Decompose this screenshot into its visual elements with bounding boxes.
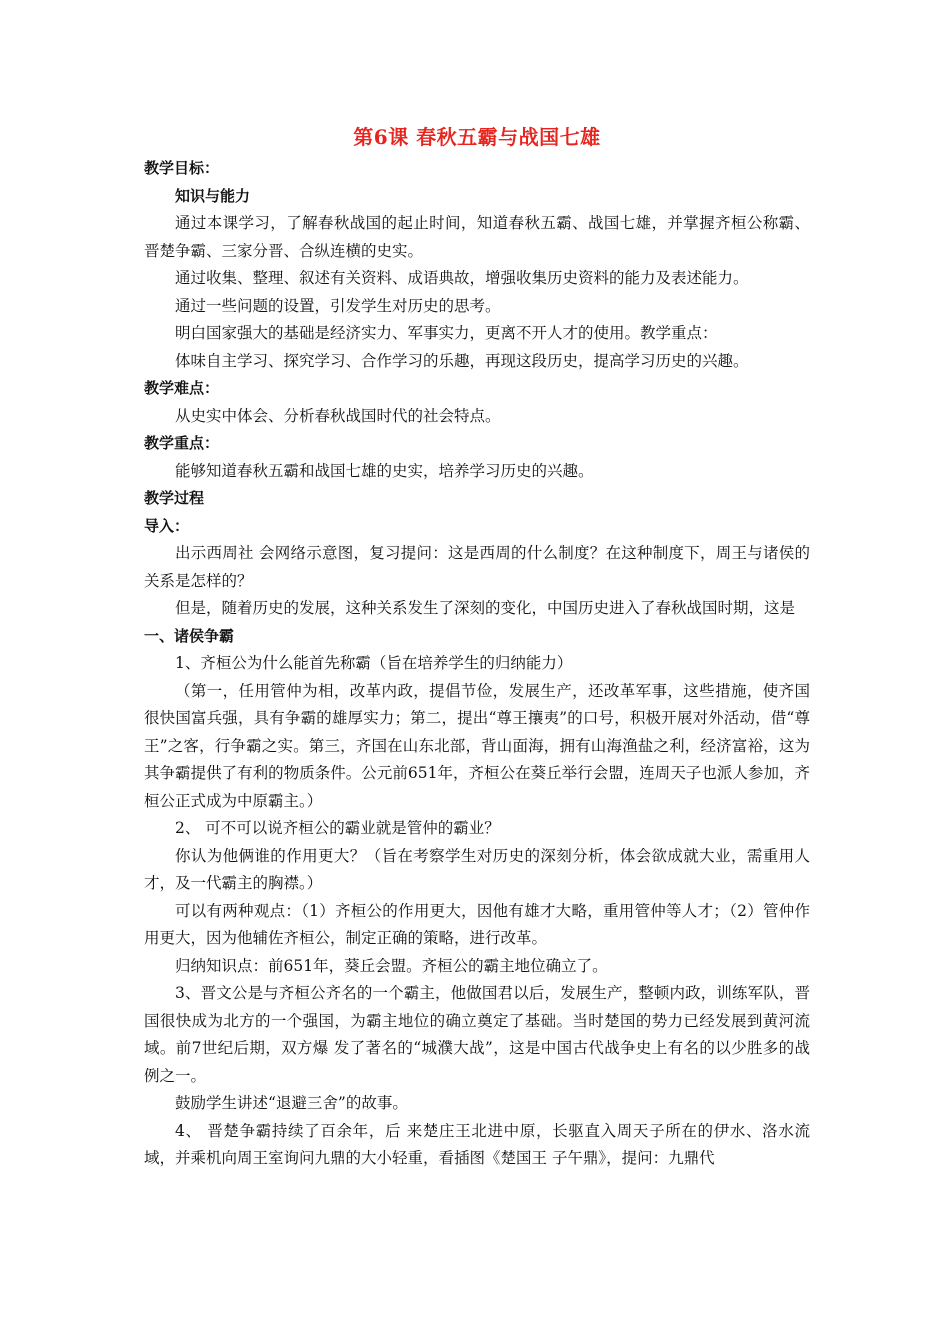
body-paragraph: 归纳知识点：前651年，葵丘会盟。齐桓公的霸主地位确立了。 [175,956,608,975]
body-paragraph: 3、晋文公是与齐桓公齐名的一个霸主，他做国君以后，发展生产，整顿内政，训练军队，晋国很快成为北方的一个强国，为霸主地位的确立奠定了基础。当时楚国的势力已经发展到黄河流域。前7世纪后期，双方爆 发了著名的“城濮大战”，这是中国古代战争史上有名的以少胜多的战例之一。 [144,984,810,1085]
body-paragraph: （第一，任用管仲为相，改革内政，提倡节俭，发展生产，还改革军事，这些措施，使齐国很快国富兵强，具有争霸的雄厚实力；第二，提出“尊王攘夷”的口号，积极开展对外活动，借“尊王”之客，行争霸之实。第三，齐国在山东北部，背山面海，拥有山海渔盐之利，经济富裕，这为其争霸提供了有利的物质条件。公元前651年，齐桓公在葵丘举行会盟，连周天子也派人参加，齐桓公正式成为中原霸主。） [144,681,810,810]
body-paragraph: 出示西周社 会网络示意图，复习提问：这是西周的什么制度？在这种制度下，周王与诸侯的关系是怎样的？ [144,544,810,590]
body-paragraph: 能够知道春秋五霸和战国七雄的史实，培养学习历史的兴趣。 [175,461,594,480]
body-paragraph: 2、 可不可以说齐桓公的霸业就是管仲的霸业？ [175,819,500,837]
body-paragraph: 从史实中体会、分析春秋战国时代的社会特点。 [175,406,501,425]
body-paragraph: 4、 晋楚争霸持续了百余年，后 来楚庄王北进中原，长驱直入周天子所在的伊水、洛水流域，并乘机向周王室询问九鼎的大小轻重，看插图《楚国王 子午鼎》，提问：九鼎代 [144,1121,810,1167]
section-heading: 教学目标： [144,159,220,177]
document-body [144,155,810,1173]
section-heading: 教学重点： [144,434,220,452]
page-title: 第6课 春秋五霸与战国七雄 [353,125,601,149]
body-paragraph: 但是，随着历史的发展，这种关系发生了深刻的变化，中国历史进入了春秋战国时期，这是 [175,599,796,617]
section-heading: 导入： [144,516,190,535]
body-paragraph: 你认为他俩谁的作用更大？（旨在考察学生对历史的深刻分析，体会欲成就大业，需重用人才，及一代霸主的胸襟。） [144,846,810,892]
section-heading: 教学过程 [144,489,205,507]
body-paragraph: 1、齐桓公为什么能首先称霸（旨在培养学生的归纳能力） [175,654,573,672]
body-paragraph: 鼓励学生讲述“退避三舍”的故事。 [175,1094,408,1112]
body-paragraph: 通过本课学习，了解春秋战国的起止时间，知道春秋五霸、战国七雄，并掌握齐桓公称霸、晋楚争霸、三家分晋、合纵连横的史实。 [144,214,810,260]
body-paragraph: 可以有两种观点：（1）齐桓公的作用更大，因他有雄才大略，重用管仲等人才；（2）管仲作用更大，因为他辅佐齐桓公，制定正确的策略，进行改革。 [144,901,810,947]
section-heading: 教学难点： [144,379,220,397]
section-heading: 知识与能力 [175,186,251,205]
body-paragraph: 明白国家强大的基础是经济实力、军事实力，更离不开人才的使用。教学重点： [175,324,718,342]
body-paragraph: 体味自主学习、探究学习、合作学习的乐趣，再现这段历史，提高学习历史的兴趣。 [175,351,749,370]
body-paragraph: 通过一些问题的设置，引发学生对历史的思考。 [175,296,501,315]
body-paragraph: 通过收集、整理、叙述有关资料、成语典故，增强收集历史资料的能力及表述能力。 [175,269,749,287]
section-heading: 一、诸侯争霸 [144,626,235,645]
